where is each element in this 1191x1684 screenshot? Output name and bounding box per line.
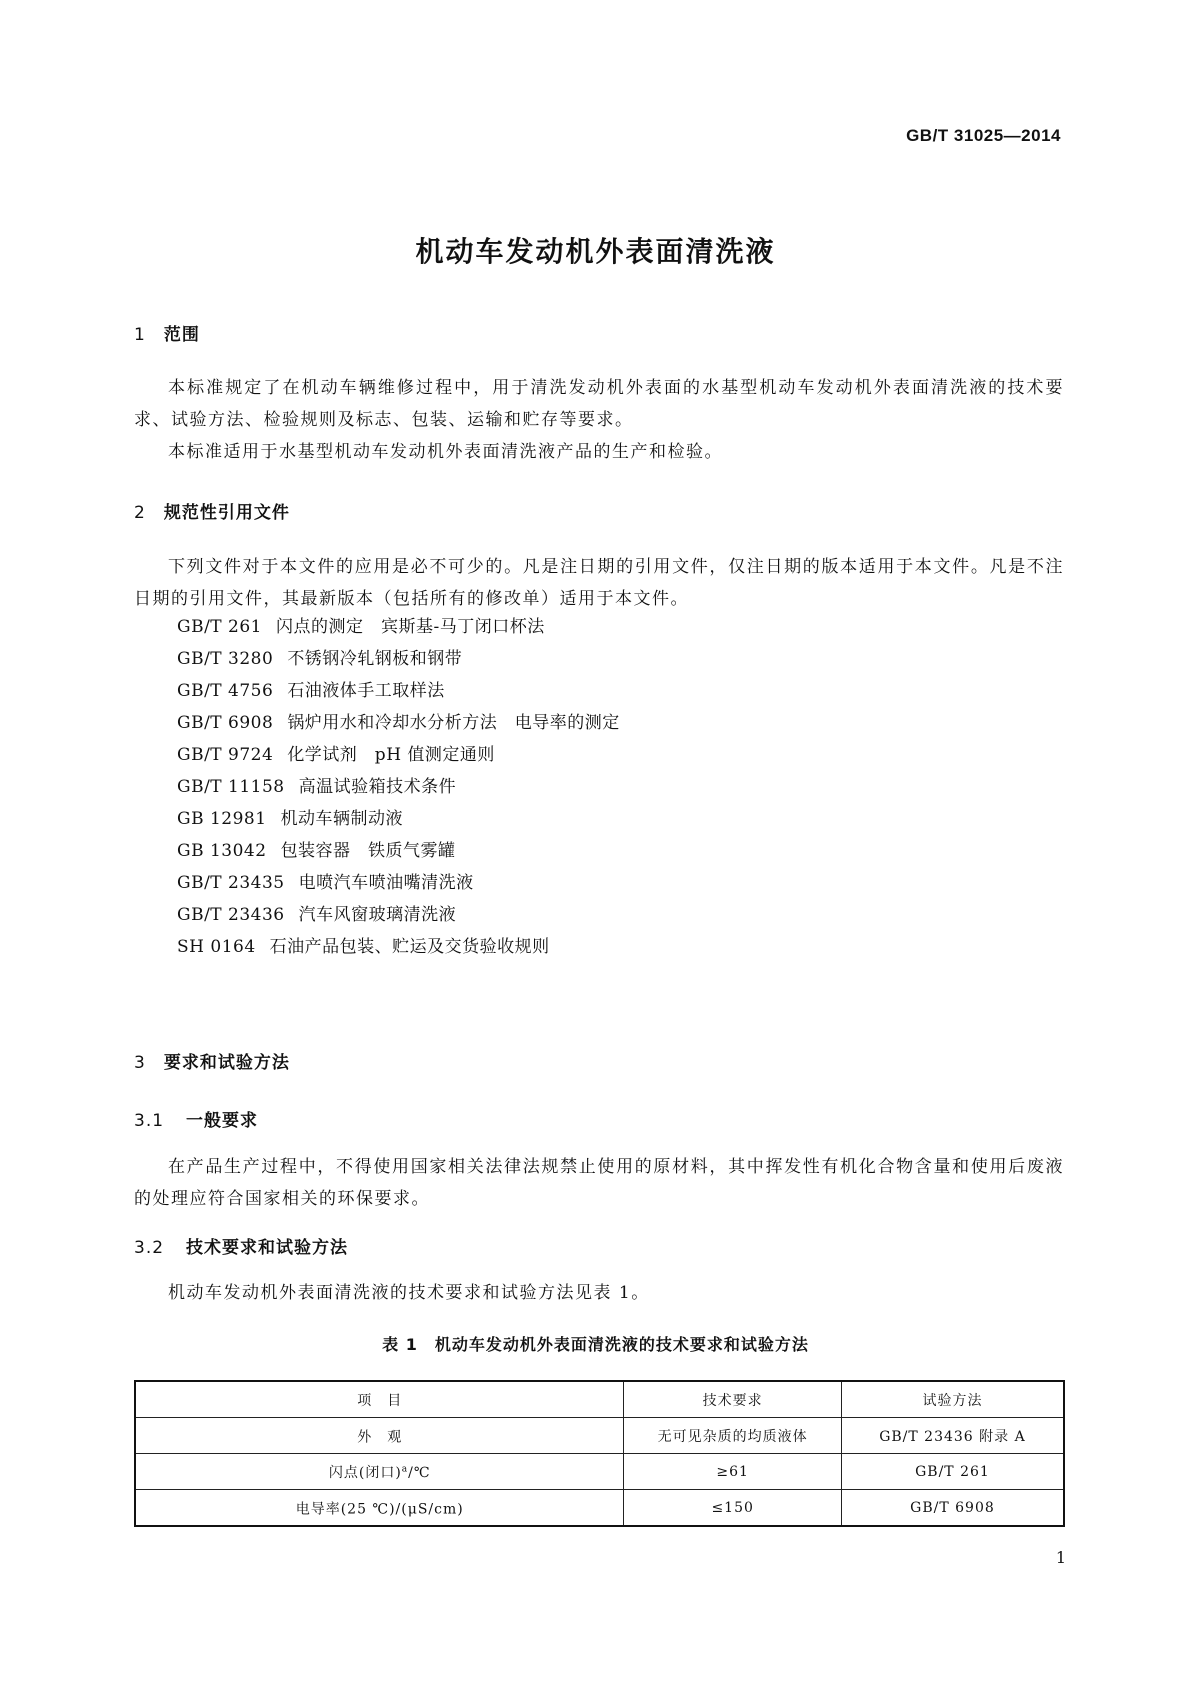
reference-code: SH 0164	[177, 937, 256, 957]
reference-item	[177, 835, 620, 867]
section-title: 范围	[163, 325, 200, 345]
header-item: 项 目	[135, 1381, 624, 1418]
reference-title: 高温试验箱技术条件	[298, 777, 457, 797]
section-title: 一般要求	[186, 1111, 259, 1131]
cell-item	[135, 1454, 624, 1490]
cell-method: GB/T 261	[841, 1454, 1064, 1490]
cell-requirement: ≥61	[624, 1454, 842, 1490]
item-label: 电导率(25 ℃)/(μS/cm)	[295, 1501, 464, 1518]
reference-title: 机动车辆制动液	[280, 809, 404, 829]
reference-title: 包装容器 铁质气雾罐	[280, 841, 456, 861]
reference-code: GB/T 23435	[177, 873, 285, 893]
reference-title: 石油产品包装、贮运及交货验收规则	[269, 937, 550, 957]
header-method: 试验方法	[841, 1381, 1064, 1418]
table-header-row	[135, 1381, 1064, 1418]
section-number: 3.1	[134, 1111, 165, 1131]
paragraph: 本标准规定了在机动车辆维修过程中，用于清洗发动机外表面的水基型机动车发动机外表面清洗液的技术要求、试验方法、检验规则及标志、包装、运输和贮存等要求。	[134, 378, 1064, 430]
item-label: 闪点(闭口)	[328, 1464, 402, 1481]
reference-list	[177, 611, 620, 963]
reference-item	[177, 771, 620, 803]
reference-item	[177, 899, 620, 931]
reference-title: 不锈钢冷轧钢板和钢带	[287, 649, 463, 669]
reference-item	[177, 611, 620, 643]
reference-code: GB/T 11158	[177, 777, 285, 797]
reference-title: 电喷汽车喷油嘴清洗液	[298, 873, 474, 893]
footnote-marker: a	[401, 1463, 409, 1474]
header-requirement: 技术要求	[624, 1381, 842, 1418]
section-title: 技术要求和试验方法	[186, 1238, 349, 1258]
reference-item	[177, 707, 620, 739]
item-label: 外 观	[357, 1429, 403, 1446]
section-3-heading	[134, 1048, 290, 1073]
cell-item	[135, 1418, 624, 1454]
paragraph: 机动车发动机外表面清洗液的技术要求和试验方法见表 1。	[168, 1283, 650, 1303]
reference-item	[177, 803, 620, 835]
section-number: 2	[134, 503, 146, 523]
table-caption: 表 1 机动车发动机外表面清洗液的技术要求和试验方法	[382, 1335, 809, 1354]
paragraph: 在产品生产过程中，不得使用国家相关法律法规禁止使用的原材料，其中挥发性有机化合物含量和使用后废液的处理应符合国家相关的环保要求。	[134, 1157, 1064, 1209]
reference-title: 闪点的测定 宾斯基-马丁闭口杯法	[276, 617, 545, 637]
section-number: 3	[134, 1053, 146, 1073]
reference-code: GB/T 4756	[177, 681, 274, 701]
section-2-heading	[134, 498, 290, 523]
cell-requirement: 无可见杂质的均质液体	[624, 1418, 842, 1454]
reference-code: GB/T 3280	[177, 649, 274, 669]
reference-title: 汽车风窗玻璃清洗液	[298, 905, 457, 925]
cell-requirement: ≤150	[624, 1490, 842, 1527]
reference-item	[177, 643, 620, 675]
section-3-1-body	[134, 1151, 1064, 1215]
standard-number: GB/T 31025—2014	[906, 126, 1061, 145]
reference-title: 化学试剂 pH 值测定通则	[287, 745, 495, 765]
cell-method: GB/T 6908	[841, 1490, 1064, 1527]
reference-item	[177, 867, 620, 899]
table-row	[135, 1490, 1064, 1527]
cell-item	[135, 1490, 624, 1527]
section-1-heading	[134, 320, 200, 345]
section-title: 规范性引用文件	[163, 503, 290, 523]
paragraph: 本标准适用于水基型机动车发动机外表面清洗液产品的生产和检验。	[168, 442, 723, 462]
section-3-2-heading	[134, 1233, 348, 1258]
section-number: 3.2	[134, 1238, 165, 1258]
reference-item	[177, 739, 620, 771]
spec-table	[134, 1380, 1065, 1527]
reference-title: 石油液体手工取样法	[287, 681, 445, 701]
reference-item	[177, 931, 620, 963]
section-2-intro	[134, 551, 1064, 615]
section-number: 1	[134, 325, 146, 345]
section-1-body	[134, 372, 1064, 468]
item-unit: /℃	[408, 1464, 431, 1481]
reference-code: GB 12981	[177, 809, 267, 829]
reference-title: 锅炉用水和冷却水分析方法 电导率的测定	[287, 713, 620, 733]
section-3-1-heading	[134, 1106, 258, 1131]
section-title: 要求和试验方法	[163, 1053, 290, 1073]
reference-code: GB/T 6908	[177, 713, 274, 733]
reference-code: GB/T 261	[177, 617, 262, 637]
reference-code: GB/T 9724	[177, 745, 274, 765]
reference-code: GB/T 23436	[177, 905, 285, 925]
document-title: 机动车发动机外表面清洗液	[415, 235, 776, 268]
paragraph: 下列文件对于本文件的应用是必不可少的。凡是注日期的引用文件，仅注日期的版本适用于本文件。凡是不注日期的引用文件，其最新版本（包括所有的修改单）适用于本文件。	[134, 557, 1064, 609]
reference-code: GB 13042	[177, 841, 267, 861]
page-number: 1	[1055, 1548, 1066, 1567]
cell-method: GB/T 23436 附录 A	[841, 1418, 1064, 1454]
section-3-2-body	[134, 1277, 1064, 1309]
table-row	[135, 1454, 1064, 1490]
table-row	[135, 1418, 1064, 1454]
reference-item	[177, 675, 620, 707]
